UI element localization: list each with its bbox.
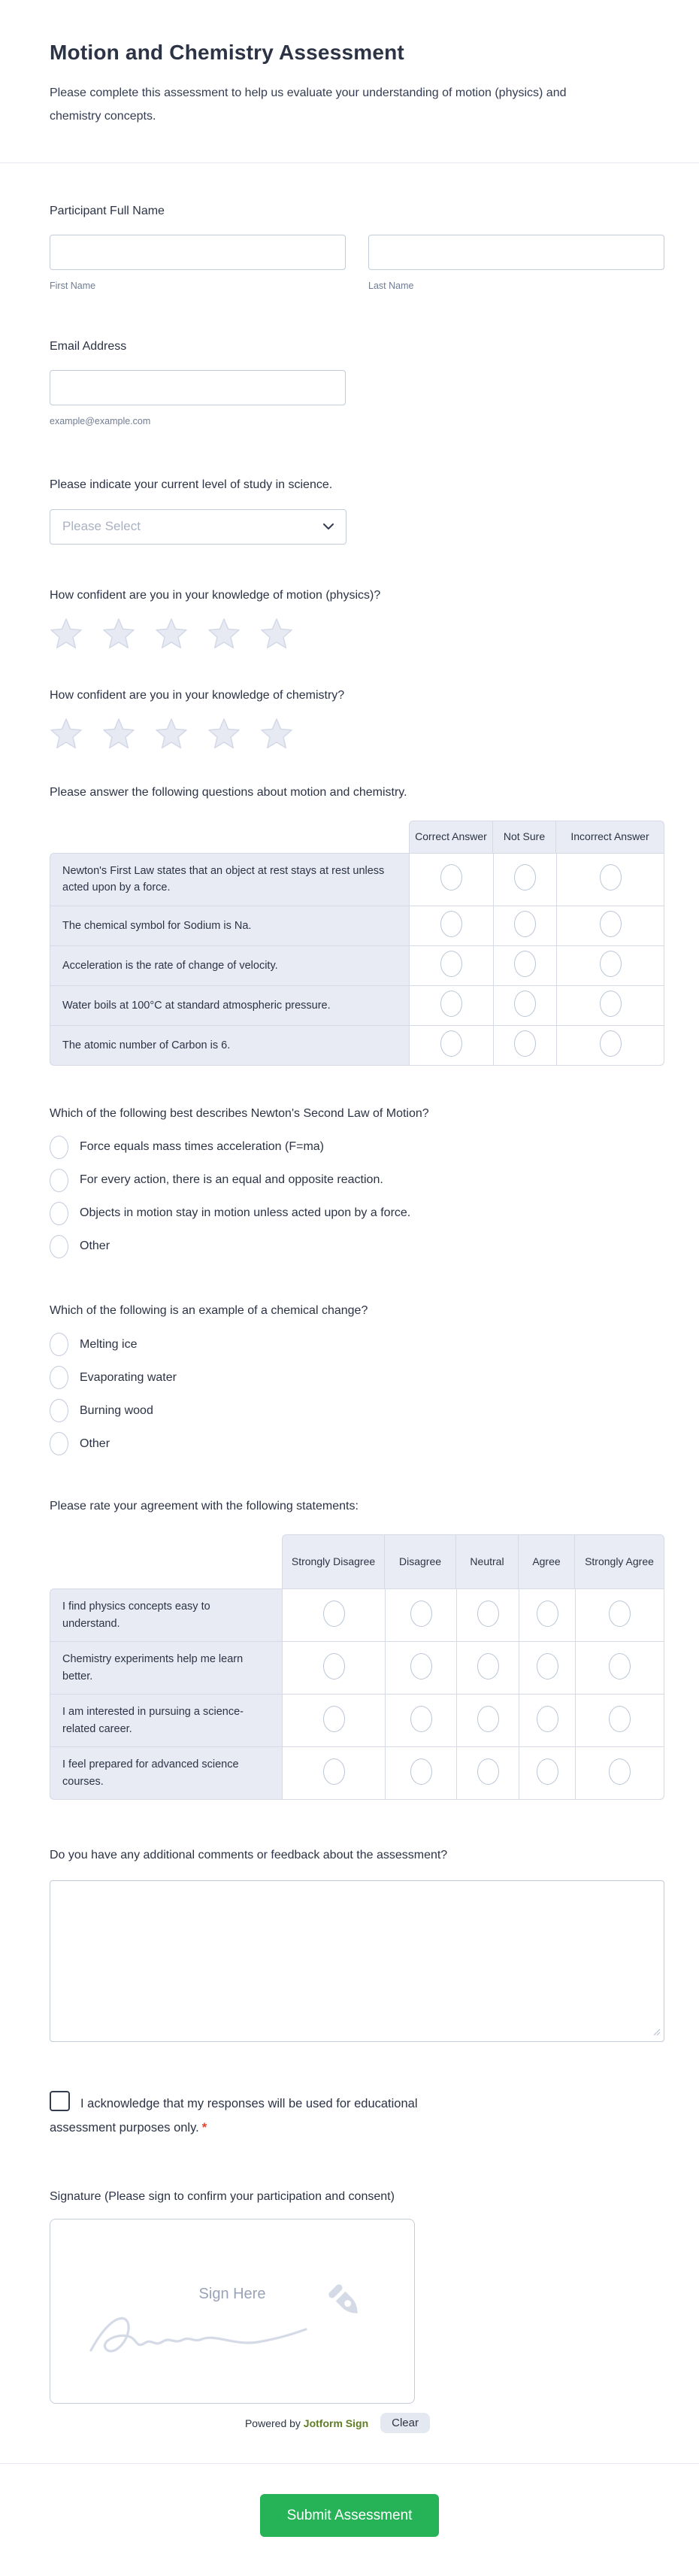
radio-button[interactable] (600, 911, 622, 937)
radio-option (50, 1366, 664, 1389)
powered-by-text: Powered by Jotform Sign (244, 2417, 369, 2429)
radio-button[interactable] (323, 1601, 345, 1627)
submit-bar (0, 2463, 699, 2576)
radio-button[interactable] (609, 1706, 631, 1732)
agreement-row-label: I find physics concepts easy to understand. (50, 1588, 282, 1642)
question-chemical-change (50, 1302, 664, 1455)
email-sublabel: example@example.com (50, 416, 151, 427)
star-icon[interactable] (260, 617, 293, 649)
radio-button[interactable] (440, 951, 462, 977)
agreement-column-header: Agree (519, 1534, 575, 1588)
select-placeholder-text: Please Select (62, 519, 141, 534)
star-icon[interactable] (155, 617, 188, 649)
acknowledgement-row (50, 2091, 467, 2140)
signature-squiggle-icon (86, 2301, 312, 2361)
confidence-chemistry-label: How confident are you in your knowledge of chemistry? (50, 688, 345, 702)
star-icon[interactable] (50, 617, 83, 649)
radio-button[interactable] (410, 1758, 432, 1785)
agreement-column-header: Disagree (385, 1534, 456, 1588)
question-agreement-table (50, 1497, 664, 1800)
signature-pad[interactable] (50, 2219, 415, 2404)
table-row (50, 1642, 664, 1695)
quiz-row-label: Acceleration is the rate of change of velocity. (50, 946, 409, 986)
radio-option (50, 1235, 664, 1258)
radio-button[interactable] (514, 864, 536, 891)
last-name-group (368, 235, 664, 291)
agreement-table (50, 1534, 664, 1800)
option-label: Objects in motion stay in motion unless acted upon by a force. (80, 1206, 411, 1220)
table-row (50, 906, 664, 946)
radio-button[interactable] (600, 864, 622, 891)
radio-option (50, 1202, 664, 1225)
newton-options (50, 1136, 664, 1258)
quiz-row-label: Water boils at 100°C at standard atmospheric pressure. (50, 986, 409, 1026)
name-fields-row (50, 235, 664, 291)
agreement-table-label: Please rate your agreement with the following statements: (50, 1500, 359, 1513)
radio-button[interactable] (609, 1653, 631, 1679)
form-body (0, 202, 699, 2433)
radio-button[interactable] (50, 1399, 68, 1422)
table-row (50, 1026, 664, 1066)
pen-nib-icon (328, 2281, 368, 2320)
agreement-column-header: Strongly Disagree (282, 1534, 385, 1588)
radio-button[interactable] (50, 1235, 68, 1258)
option-label: Other (80, 1437, 110, 1450)
radio-button[interactable] (537, 1706, 558, 1732)
radio-button[interactable] (477, 1758, 499, 1785)
newton-question-label: Which of the following best describes Newton's Second Law of Motion? (50, 1106, 429, 1120)
radio-button[interactable] (600, 1030, 622, 1057)
question-newton-law (50, 1105, 664, 1258)
question-participant-name (50, 202, 664, 291)
quiz-column-header: Correct Answer (409, 821, 493, 853)
table-corner-spacer (50, 821, 409, 853)
radio-option (50, 1169, 664, 1192)
star-icon[interactable] (155, 718, 188, 749)
star-icon[interactable] (50, 718, 83, 749)
radio-button[interactable] (514, 911, 536, 937)
last-name-input[interactable] (368, 235, 664, 270)
table-corner-spacer (50, 1534, 282, 1588)
quiz-row-label: Newton's First Law states that an object at rest stays at rest unless acted upon by a force. (50, 853, 409, 906)
radio-button[interactable] (50, 1432, 68, 1455)
option-label: Melting ice (80, 1337, 138, 1351)
radio-button[interactable] (440, 911, 462, 937)
question-confidence-motion (50, 587, 664, 649)
submit-button[interactable]: Submit Assessment (260, 2494, 440, 2537)
email-label: Email Address (50, 340, 127, 353)
radio-button[interactable] (50, 1333, 68, 1356)
last-name-sublabel: Last Name (368, 281, 414, 292)
star-rating-motion (50, 617, 664, 649)
resize-handle-icon[interactable] (653, 2026, 661, 2040)
radio-button[interactable] (609, 1601, 631, 1627)
radio-button[interactable] (477, 1601, 499, 1627)
question-confidence-chemistry (50, 687, 664, 749)
agreement-column-header: Strongly Agree (575, 1534, 664, 1588)
agreement-row-label: I am interested in pursuing a science-related career. (50, 1695, 282, 1747)
comments-label: Do you have any additional comments or feedback about the assessment? (50, 1849, 448, 1862)
quiz-table-label: Please answer the following questions about motion and chemistry. (50, 785, 407, 799)
quiz-row-label: The chemical symbol for Sodium is Na. (50, 906, 409, 946)
email-input[interactable] (50, 370, 346, 405)
signature-footer (50, 2413, 430, 2433)
question-acknowledgement (50, 2091, 664, 2140)
table-row (50, 853, 664, 906)
comments-textarea[interactable] (50, 1880, 664, 2042)
quiz-column-header: Not Sure (493, 821, 556, 853)
question-study-level (50, 476, 664, 544)
form-description: Please complete this assessment to help us evaluate your understanding of motion (physics) and chemistry concepts. (50, 86, 567, 123)
chemical-question-label: Which of the following is an example of a chemical change? (50, 1303, 368, 1317)
first-name-group (50, 235, 346, 291)
star-icon[interactable] (102, 617, 135, 649)
radio-button[interactable] (514, 951, 536, 977)
radio-button[interactable] (477, 1653, 499, 1679)
radio-button[interactable] (537, 1653, 558, 1679)
option-label: Force equals mass times acceleration (F=ma) (80, 1140, 324, 1154)
radio-button[interactable] (410, 1653, 432, 1679)
star-icon[interactable] (102, 718, 135, 749)
sign-here-placeholder: Sign Here (198, 2286, 266, 2303)
radio-option (50, 1399, 664, 1422)
radio-button[interactable] (323, 1653, 345, 1679)
radio-button[interactable] (440, 991, 462, 1017)
radio-button[interactable] (50, 1169, 68, 1192)
form-title: Motion and Chemistry Assessment (50, 41, 404, 64)
radio-button[interactable] (323, 1758, 345, 1785)
study-level-select[interactable] (50, 509, 346, 545)
jotform-sign-link[interactable]: Jotform Sign (303, 2417, 369, 2429)
radio-option (50, 1333, 664, 1356)
radio-button[interactable] (323, 1706, 345, 1732)
question-email (50, 338, 664, 426)
agreement-row-label: I feel prepared for advanced science courses. (50, 1747, 282, 1800)
radio-button[interactable] (514, 1030, 536, 1057)
confidence-motion-label: How confident are you in your knowledge of motion (physics)? (50, 588, 381, 602)
star-icon[interactable] (260, 718, 293, 749)
radio-option (50, 1432, 664, 1455)
radio-button[interactable] (50, 1202, 68, 1225)
signature-label: Signature (Please sign to confirm your participation and consent) (50, 2190, 395, 2204)
quiz-table (50, 821, 664, 1066)
table-row (50, 1695, 664, 1747)
question-signature (50, 2188, 664, 2433)
radio-button[interactable] (600, 951, 622, 977)
radio-button[interactable] (410, 1601, 432, 1627)
comments-textarea-wrap (50, 1880, 664, 2046)
radio-button[interactable] (514, 991, 536, 1017)
form-header (0, 0, 699, 163)
option-label: Burning wood (80, 1403, 153, 1417)
agreement-row-label: Chemistry experiments help me learn better. (50, 1642, 282, 1695)
star-rating-chemistry (50, 718, 664, 749)
clear-signature-button[interactable]: Clear (380, 2413, 430, 2433)
first-name-input[interactable] (50, 235, 346, 270)
radio-option (50, 1136, 664, 1159)
radio-button[interactable] (440, 1030, 462, 1057)
table-row (50, 986, 664, 1026)
table-row (50, 1588, 664, 1642)
study-level-label: Please indicate your current level of study in science. (50, 478, 333, 492)
star-icon[interactable] (207, 718, 241, 749)
option-label: Other (80, 1239, 110, 1253)
required-asterisk: * (201, 2121, 207, 2135)
option-label: For every action, there is an equal and opposite reaction. (80, 1173, 383, 1187)
radio-button[interactable] (609, 1758, 631, 1785)
quiz-row-label: The atomic number of Carbon is 6. (50, 1026, 409, 1066)
question-comments (50, 1846, 664, 2046)
acknowledgement-label: I acknowledge that my responses will be used for educational assessment purposes only. (50, 2097, 418, 2135)
table-row (50, 946, 664, 986)
participant-name-label: Participant Full Name (50, 205, 165, 217)
chevron-down-icon (323, 523, 334, 530)
radio-button[interactable] (440, 864, 462, 891)
agreement-column-header: Neutral (456, 1534, 519, 1588)
acknowledgement-checkbox[interactable] (50, 2091, 70, 2111)
quiz-column-header: Incorrect Answer (556, 821, 664, 853)
radio-button[interactable] (537, 1758, 558, 1785)
question-quiz-table (50, 784, 664, 1066)
option-label: Evaporating water (80, 1370, 177, 1384)
first-name-sublabel: First Name (50, 281, 96, 292)
radio-button[interactable] (50, 1366, 68, 1389)
star-icon[interactable] (207, 617, 241, 649)
radio-button[interactable] (50, 1136, 68, 1159)
table-row (50, 1747, 664, 1800)
radio-button[interactable] (537, 1601, 558, 1627)
radio-button[interactable] (477, 1706, 499, 1732)
radio-button[interactable] (600, 991, 622, 1017)
radio-button[interactable] (410, 1706, 432, 1732)
chemical-options (50, 1333, 664, 1455)
